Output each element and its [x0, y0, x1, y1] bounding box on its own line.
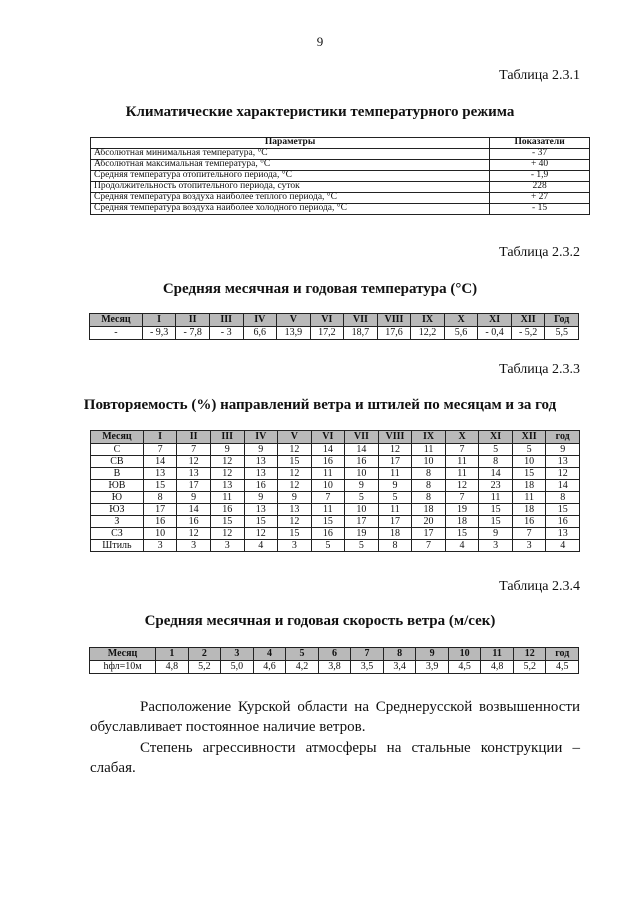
table-cell: 12	[445, 480, 479, 492]
table-cell: 15	[479, 516, 513, 528]
header-cell: год	[546, 431, 580, 444]
table-cell: 19	[345, 528, 379, 540]
table-cell: 17,6	[377, 327, 411, 340]
table-cell: 9	[244, 444, 278, 456]
table-cell: - 1,9	[490, 171, 590, 182]
table4-label: Таблица 2.3.4	[499, 579, 580, 594]
table-cell: 11	[512, 492, 546, 504]
header-cell: год	[546, 648, 579, 661]
table-cell: 7	[512, 528, 546, 540]
table-cell: 11	[311, 504, 345, 516]
table-cell: 12	[210, 456, 244, 468]
header-cell: 3	[221, 648, 254, 661]
header-cell: XII	[512, 431, 546, 444]
header-cell: III	[209, 314, 243, 327]
table-row	[91, 204, 590, 215]
table-cell: 11	[311, 468, 345, 480]
header-cell: Месяц	[90, 648, 156, 661]
table-cell: 18	[378, 528, 412, 540]
table-cell: 16	[311, 456, 345, 468]
table-cell: 9	[244, 492, 278, 504]
table-cell: 7	[177, 444, 211, 456]
table-cell: 6,6	[243, 327, 277, 340]
header-cell: VII	[345, 431, 379, 444]
table-cell: 13	[143, 468, 177, 480]
table-cell: 5,0	[221, 661, 254, 674]
table-cell: Абсолютная максимальная температура, °С	[91, 160, 490, 171]
table-cell: 13	[244, 456, 278, 468]
header-cell: V	[277, 314, 311, 327]
table-cell: 16	[311, 528, 345, 540]
table-cell: 4	[244, 540, 278, 552]
table-cell: 16	[345, 456, 379, 468]
table4-wind-speed	[89, 647, 579, 674]
header-cell: 1	[156, 648, 189, 661]
table-cell: 10	[345, 468, 379, 480]
table-cell: 5	[345, 492, 379, 504]
table-cell: 5	[345, 540, 379, 552]
table-cell: 9	[546, 444, 580, 456]
table-cell: 15	[210, 516, 244, 528]
table-cell: 8	[378, 540, 412, 552]
table-cell: 13	[210, 480, 244, 492]
table-cell: 15	[143, 480, 177, 492]
header-cell: XI	[479, 431, 513, 444]
table-cell: 14	[311, 444, 345, 456]
table-cell: + 40	[490, 160, 590, 171]
table-cell: 8	[479, 456, 513, 468]
table-cell: 10	[412, 456, 446, 468]
table-cell: - 3	[209, 327, 243, 340]
header-cell: 9	[416, 648, 449, 661]
header-cell: II	[176, 314, 210, 327]
table-cell: З	[91, 516, 144, 528]
table-cell: 13	[546, 528, 580, 540]
table-cell: 13	[244, 504, 278, 516]
table-row	[91, 528, 580, 540]
table-row	[91, 456, 580, 468]
table2-temperature	[89, 313, 579, 340]
table3-wind-frequency	[90, 430, 580, 552]
table-cell: 17	[378, 516, 412, 528]
table-cell: 18	[445, 516, 479, 528]
table-cell: 11	[412, 444, 446, 456]
table-cell: 4,5	[448, 661, 481, 674]
table-cell: 12	[378, 444, 412, 456]
table-cell: 14	[546, 480, 580, 492]
table-cell: СЗ	[91, 528, 144, 540]
table-cell: - 37	[490, 149, 590, 160]
table-cell: 15	[479, 504, 513, 516]
table-row	[91, 504, 580, 516]
table-cell: 12	[210, 468, 244, 480]
table-cell: 3	[512, 540, 546, 552]
table-cell: 10	[143, 528, 177, 540]
table-cell: СВ	[91, 456, 144, 468]
table-cell: hфл=10м	[90, 661, 156, 674]
table-cell: - 15	[490, 204, 590, 215]
header-cell: 12	[513, 648, 546, 661]
table-cell: Абсолютная минимальная температура, °С	[91, 149, 490, 160]
table-cell: 8	[143, 492, 177, 504]
table-cell: 14	[177, 504, 211, 516]
table-cell: - 9,3	[142, 327, 176, 340]
header-cell: 6	[318, 648, 351, 661]
header-cell: V	[278, 431, 312, 444]
table-cell: 13	[244, 468, 278, 480]
table-cell: 15	[445, 528, 479, 540]
table-cell: 11	[378, 468, 412, 480]
table-cell: + 27	[490, 193, 590, 204]
header-cell: XII	[511, 314, 545, 327]
table-cell: Продолжительность отопительного периода, суток	[91, 182, 490, 193]
table-row	[91, 160, 590, 171]
table-cell: 4,8	[156, 661, 189, 674]
table-row	[91, 480, 580, 492]
table-cell: Средняя температура воздуха наиболее холодного периода, °С	[91, 204, 490, 215]
table-cell: 13	[546, 456, 580, 468]
header-cell: 11	[481, 648, 514, 661]
table-cell: 3	[143, 540, 177, 552]
header-cell: Месяц	[90, 314, 143, 327]
header-cell: VIII	[378, 431, 412, 444]
table-cell: 3,9	[416, 661, 449, 674]
table-row	[91, 540, 580, 552]
table-cell: 12	[177, 528, 211, 540]
table-cell: 12,2	[411, 327, 445, 340]
header-cell: IV	[243, 314, 277, 327]
table-cell: 18	[412, 504, 446, 516]
header-cell: III	[210, 431, 244, 444]
table-cell: 14	[143, 456, 177, 468]
header-cell: X	[445, 431, 479, 444]
table-cell: 16	[546, 516, 580, 528]
table-cell: 9	[278, 492, 312, 504]
table-row	[91, 149, 590, 160]
header-cell: I	[142, 314, 176, 327]
table-cell: 8	[412, 480, 446, 492]
header-cell: IX	[411, 314, 445, 327]
table-cell: 9	[479, 528, 513, 540]
table-cell: 14	[479, 468, 513, 480]
page-number: 9	[316, 34, 324, 49]
table-cell: 4	[445, 540, 479, 552]
table-row	[91, 171, 590, 182]
header-cell: XI	[478, 314, 512, 327]
table-cell: 8	[546, 492, 580, 504]
table-cell: ЮВ	[91, 480, 144, 492]
table2-title: Средняя месячная и годовая температура (°С)	[162, 281, 478, 297]
table-cell: 3,8	[318, 661, 351, 674]
table-cell: 19	[445, 504, 479, 516]
table-cell: Ю	[91, 492, 144, 504]
table-cell: 12	[278, 444, 312, 456]
table-cell: 16	[177, 516, 211, 528]
table4-title: Средняя месячная и годовая скорость ветра (м/сек)	[144, 613, 496, 629]
table2-label: Таблица 2.3.2	[499, 245, 580, 260]
header-cell: IV	[244, 431, 278, 444]
table-cell: 12	[177, 456, 211, 468]
header-cell: Показатели	[490, 138, 590, 149]
table-cell: 12	[546, 468, 580, 480]
table-cell: 18	[512, 504, 546, 516]
header-cell: 7	[351, 648, 384, 661]
table-cell: 7	[445, 492, 479, 504]
table-cell: 10	[345, 504, 379, 516]
table-cell: 15	[278, 456, 312, 468]
table-cell: 11	[445, 468, 479, 480]
table-row	[91, 492, 580, 504]
table-cell: 13	[278, 504, 312, 516]
table3-title: Повторяемость (%) направлений ветра и штилей по месяцам и за год	[83, 397, 557, 413]
header-cell: IX	[412, 431, 446, 444]
table-cell: 11	[445, 456, 479, 468]
header-cell: Год	[545, 314, 579, 327]
table-cell: 15	[278, 528, 312, 540]
table-cell: 18,7	[344, 327, 378, 340]
table-cell: 5,2	[188, 661, 221, 674]
table-cell: 3	[479, 540, 513, 552]
table-cell: 13,9	[277, 327, 311, 340]
table-row	[90, 661, 579, 674]
table-cell: 12	[244, 528, 278, 540]
table-cell: 12	[278, 480, 312, 492]
header-cell: VII	[344, 314, 378, 327]
table-cell: 23	[479, 480, 513, 492]
table-cell: 7	[412, 540, 446, 552]
table-cell: 13	[177, 468, 211, 480]
table-cell: 3	[210, 540, 244, 552]
header-cell: 2	[188, 648, 221, 661]
header-cell: 5	[286, 648, 319, 661]
table-cell: 5	[479, 444, 513, 456]
table-row	[91, 193, 590, 204]
header-cell: 8	[383, 648, 416, 661]
table-cell: 4,5	[546, 661, 579, 674]
table-cell: 7	[311, 492, 345, 504]
table1-title: Климатические характеристики температурного режима	[125, 104, 515, 120]
table-cell: 16	[210, 504, 244, 516]
table-cell: 11	[210, 492, 244, 504]
table-cell: 5	[378, 492, 412, 504]
table-row	[91, 182, 590, 193]
table-cell: 5,2	[513, 661, 546, 674]
table-cell: Штиль	[91, 540, 144, 552]
table-cell: 5	[512, 444, 546, 456]
table-cell: 12	[278, 468, 312, 480]
table-cell: 17	[345, 516, 379, 528]
table-cell: 16	[244, 480, 278, 492]
table-cell: Средняя температура воздуха наиболее теплого периода, °С	[91, 193, 490, 204]
table-cell: 3,5	[351, 661, 384, 674]
table-cell: 12	[278, 516, 312, 528]
header-cell: Месяц	[91, 431, 144, 444]
paragraph-2: Степень агрессивности атмосферы на стальные конструкции – слабая.	[90, 740, 580, 776]
table-cell: 8	[412, 468, 446, 480]
table-cell: 14	[345, 444, 379, 456]
table-cell: -	[90, 327, 143, 340]
table1-label: Таблица 2.3.1	[499, 68, 580, 83]
table-cell: 8	[412, 492, 446, 504]
table-cell: 4,6	[253, 661, 286, 674]
paragraph-1: Расположение Курской области на Среднерусской возвышенности обуславливает постоянное наличие ветров.	[90, 699, 580, 735]
table-cell: 15	[512, 468, 546, 480]
table-cell: 228	[490, 182, 590, 193]
table-cell: 15	[311, 516, 345, 528]
table-cell: - 5,2	[511, 327, 545, 340]
table-cell: 4,8	[481, 661, 514, 674]
table-cell: 4,2	[286, 661, 319, 674]
table-cell: 17	[412, 528, 446, 540]
table-cell: В	[91, 468, 144, 480]
table-cell: 12	[210, 528, 244, 540]
table-cell: 15	[546, 504, 580, 516]
table-row	[90, 327, 579, 340]
table1-climate-params	[90, 137, 590, 215]
table-cell: 3	[177, 540, 211, 552]
table-cell: Средняя температура отопительного периода, °С	[91, 171, 490, 182]
table-cell: 11	[479, 492, 513, 504]
table-cell: 20	[412, 516, 446, 528]
table-cell: 4	[546, 540, 580, 552]
header-cell: VIII	[377, 314, 411, 327]
table-cell: 5,6	[444, 327, 478, 340]
header-cell: 10	[448, 648, 481, 661]
header-cell: VI	[311, 431, 345, 444]
table-cell: 3	[278, 540, 312, 552]
table3-label: Таблица 2.3.3	[499, 362, 580, 377]
table-cell: 9	[378, 480, 412, 492]
table-cell: - 0,4	[478, 327, 512, 340]
table-cell: 5	[311, 540, 345, 552]
table-cell: 3,4	[383, 661, 416, 674]
table-cell: 9	[345, 480, 379, 492]
table-cell: 16	[143, 516, 177, 528]
header-cell: Параметры	[91, 138, 490, 149]
table-cell: 11	[378, 504, 412, 516]
table-row	[91, 516, 580, 528]
table-row	[91, 444, 580, 456]
table-cell: 17	[177, 480, 211, 492]
table-cell: - 7,8	[176, 327, 210, 340]
header-cell: I	[143, 431, 177, 444]
table-cell: 10	[512, 456, 546, 468]
header-cell: VI	[310, 314, 344, 327]
table-cell: 7	[445, 444, 479, 456]
table-cell: 7	[143, 444, 177, 456]
table-cell: 16	[512, 516, 546, 528]
table-cell: 9	[210, 444, 244, 456]
table-cell: 5,5	[545, 327, 579, 340]
table-cell: 17	[378, 456, 412, 468]
header-cell: 4	[253, 648, 286, 661]
table-cell: ЮЗ	[91, 504, 144, 516]
table-cell: С	[91, 444, 144, 456]
header-cell: X	[444, 314, 478, 327]
table-cell: 17,2	[310, 327, 344, 340]
table-cell: 9	[177, 492, 211, 504]
header-cell: II	[177, 431, 211, 444]
table-row	[91, 468, 580, 480]
table-cell: 18	[512, 480, 546, 492]
table-cell: 10	[311, 480, 345, 492]
table-cell: 15	[244, 516, 278, 528]
table-cell: 17	[143, 504, 177, 516]
